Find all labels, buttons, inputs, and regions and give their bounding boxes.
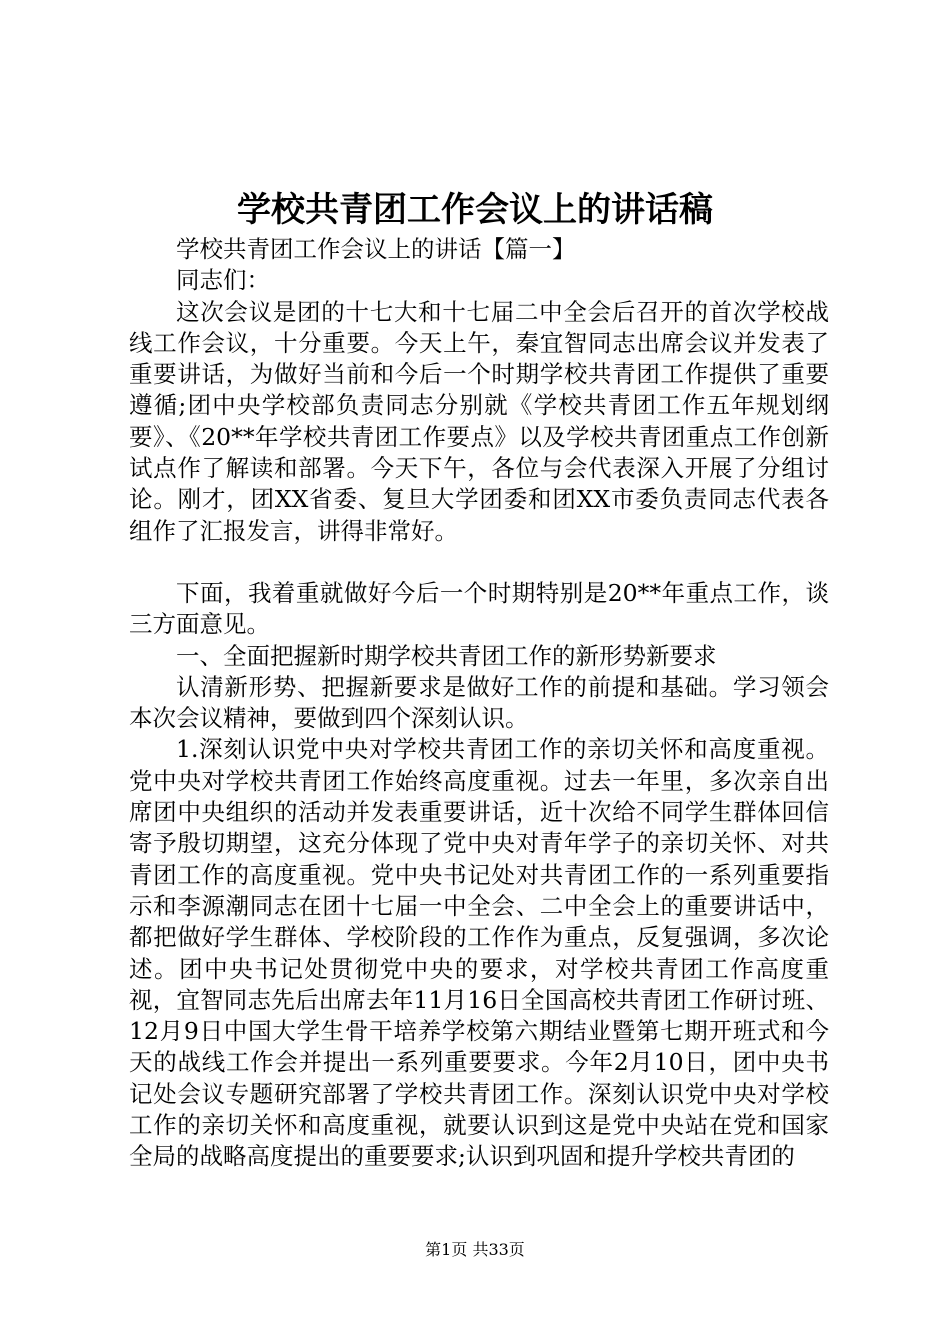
paragraph: 这次会议是团的十七大和十七届二中全会后召开的首次学校战线工作会议，十分重要。今天上午，秦宜智同志出席会议并发表了重要讲话，为做好当前和今后一个时期学校共青团工作提供了重要遵循;团中央学校部负责同志分别就《学校共青团工作五年规划纲要》、《20**年学校共青团工作要点》以及学校共青团重点工作创新试点作了解读和部署。今天下午，各位与会代表深入开展了分组讨论。刚才，团XX省委、复旦大学团委和团XX市委负责同志代表各组作了汇报发言，讲得非常好。 [129, 297, 829, 545]
paragraph: 认清新形势、把握新要求是做好工作的前提和基础。学习领会本次会议精神，要做到四个深刻认识。 [129, 672, 829, 733]
document-title: 学校共青团工作会议上的讲话稿 [237, 190, 713, 230]
section-heading: 一、全面把握新时期学校共青团工作的新形势新要求 [176, 641, 717, 670]
paragraph: 下面，我着重就做好今后一个时期特别是20**年重点工作，谈三方面意见。 [129, 578, 829, 639]
section-heading: 学校共青团工作会议上的讲话【篇一】 [176, 235, 576, 263]
salutation: 同志们： [176, 266, 270, 295]
page-number-footer: 第1页 共33页 [425, 1240, 525, 1259]
paragraph: 1.深刻认识党中央对学校共青团工作的亲切关怀和高度重视。党中央对学校共青团工作始终高度重视。过去一年里，多次亲自出席团中央组织的活动并发表重要讲话，近十次给不同学生群体回信寄予殷切期望，这充分体现了党中央对青年学子的亲切关怀、对共青团工作的高度重视。党中央书记处对共青团工作的一系列重要指示和李源潮同志在团十七届一中全会、二中全会上的重要讲话中，都把做好学生群体、学校阶段的工作作为重点，反复强调，多次论述。团中央书记处贯彻党中央的要求，对学校共青团工作高度重视，宜智同志先后出席去年11月16日全国高校共青团工作研讨班、12月9日中国大学生骨干培养学校第六期结业暨第七期开班式和今天的战线工作会并提出一系列重要要求。今年2月10日，团中央书记处会议专题研究部署了学校共青团工作。深刻认识党中央对学校工作的亲切关怀和高度重视，就要认识到这是党中央站在党和国家全局的战略高度提出的重要要求;认识到巩固和提升学校共青团的 [129, 735, 829, 1171]
document-body [129, 234, 829, 1173]
